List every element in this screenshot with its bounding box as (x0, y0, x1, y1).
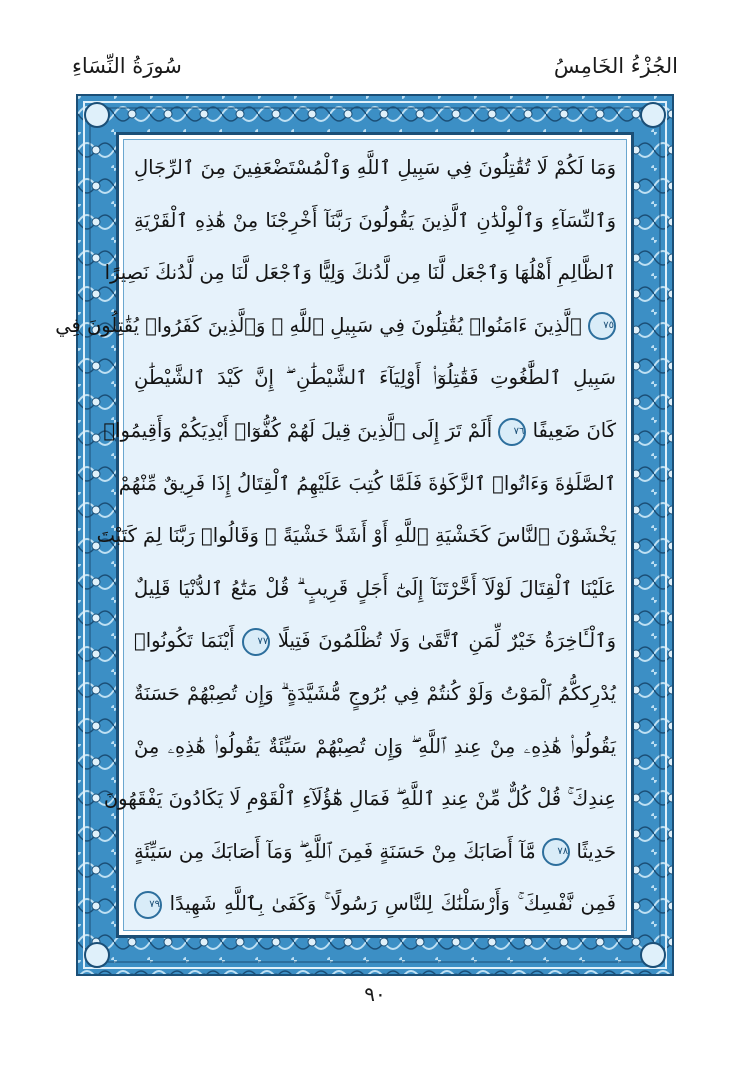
verse-text: عَلَيْنَا ٱلْقِتَالَ لَوْلَآ أَخَّرْتَنَآ إِلَىٰٓ أَجَلٍ قَرِيبٍ ۗ قُلْ مَتَٰعُ ٱلدُّنْيَا قَلِيلٌ (134, 576, 616, 600)
page-header (72, 54, 678, 94)
quran-line (134, 619, 616, 663)
quran-line (118, 462, 616, 506)
quran-line (104, 251, 616, 295)
verse-text: ٱلصَّلَوٰةَ وَءَاتُوا۟ ٱلزَّكَوٰةَ فَلَمَّا كُتِبَ عَلَيْهِمُ ٱلْقِتَالُ إِذَا فَرِيقٌ مِّنْهُمْ (118, 471, 616, 495)
ayah-number-marker: ٧٦ (498, 418, 526, 446)
ayah-number-marker: ٧٩ (134, 891, 162, 919)
verse-text: فَمِن نَّفْسِكَ ۚ وَأَرْسَلْنَٰكَ لِلنَّاسِ رَسُولًا ۚ وَكَفَىٰ بِٱللَّهِ شَهِيدًا (169, 892, 616, 916)
quran-line (134, 199, 616, 243)
verse-text: كَانَ ضَعِيفًا (532, 419, 616, 442)
decorative-frame (55, 94, 674, 976)
quran-line (134, 672, 616, 716)
quran-line (134, 725, 616, 769)
verse-text: يَقُولُوا۟ هَٰذِهِۦ مِنْ عِندِ ٱللَّهِ ۖ وَإِن تُصِبْهُمْ سَيِّئَةٌ يَقُولُوا۟ هَٰذِهِۦ مِنْ (134, 734, 616, 758)
verse-text: حَدِيثًا (576, 839, 617, 863)
verse-text: ٱلظَّالِمِ أَهْلُهَا وَٱجْعَل لَّنَا مِن لَّدُنكَ وَلِيًّا وَٱجْعَل لَّنَا مِن لَّدُنكَ نَصِيرًا (104, 261, 616, 285)
verse-text: وَٱلنِّسَآءِ وَٱلْوِلْدَٰنِ ٱلَّذِينَ يَقُولُونَ رَبَّنَآ أَخْرِجْنَا مِنْ هَٰذِهِ ٱلْقَرْيَةِ (134, 208, 616, 232)
verse-text: عِندِكَ ۚ قُلْ كُلٌّ مِّنْ عِندِ ٱللَّهِ ۖ فَمَالِ هَٰٓؤُلَآءِ ٱلْقَوْمِ لَا يَكَادُونَ يَفْقَهُونَ (103, 787, 616, 811)
quran-line (55, 304, 616, 348)
juz-title: الجُزْءُ الخَامِسُ (553, 54, 678, 78)
ayah-number-marker: ٧٥ (588, 312, 616, 340)
surah-title: سُورَةُ النِّسَاءِ (72, 54, 182, 78)
quran-line (96, 514, 616, 558)
text-panel (55, 139, 627, 931)
verse-text: أَيْنَمَا تَكُونُوا۟ (134, 629, 235, 653)
verse-text: وَٱلْـَٔاخِرَةُ خَيْرٌ لِّمَنِ ٱتَّقَىٰ وَلَا تُظْلَمُونَ فَتِيلًا (277, 629, 616, 653)
inner-frame (55, 132, 634, 938)
verse-text: يُدْرِككُّمُ ٱلْمَوْتُ وَلَوْ كُنتُمْ فِي بُرُوجٍ مُّشَيَّدَةٍ ۗ وَإِن تُصِبْهُمْ حَسَنَةٌ (134, 682, 616, 705)
ayah-number-marker: ٧٧ (242, 628, 270, 656)
quran-line (134, 830, 616, 874)
quran-line (103, 409, 616, 453)
verse-text: وَمَا لَكُمْ لَا تُقَٰتِلُونَ فِي سَبِيلِ ٱللَّهِ وَٱلْمُسْتَضْعَفِينَ مِنَ ٱلرِّجَالِ (134, 156, 616, 179)
quran-line (134, 567, 616, 611)
quran-line (134, 146, 616, 190)
verse-text: ٱلَّذِينَ ءَامَنُوا۟ يُقَٰتِلُونَ فِي سَبِيلِ ٱللَّهِ ۖ وَٱلَّذِينَ كَفَرُوا۟ يُقَٰتِلُونَ فِي (55, 313, 582, 337)
quran-line (103, 777, 616, 821)
quran-line (134, 356, 616, 400)
verse-text: يَخْشَوْنَ ٱلنَّاسَ كَخَشْيَةِ ٱللَّهِ أَوْ أَشَدَّ خَشْيَةً ۚ وَقَالُوا۟ رَبَّنَا لِمَ كَتَبْتَ (96, 524, 616, 548)
verse-text: أَلَمْ تَرَ إِلَى ٱلَّذِينَ قِيلَ لَهُمْ كُفُّوٓا۟ أَيْدِيَكُمْ وَأَقِيمُوا۟ (103, 419, 493, 442)
quran-line (134, 882, 616, 926)
verse-text: مَّآ أَصَابَكَ مِنْ حَسَنَةٍ فَمِنَ ٱللَّهِ ۖ وَمَآ أَصَابَكَ مِن سَيِّئَةٍ (134, 839, 536, 863)
page-number: ٩٠ (364, 982, 386, 1006)
ayah-number-marker: ٧٨ (542, 838, 570, 866)
verse-text: سَبِيلِ ٱلطَّٰغُوتِ فَقَٰتِلُوٓا۟ أَوْلِيَآءَ ٱلشَّيْطَٰنِ ۖ إِنَّ كَيْدَ ٱلشَّيْطَٰنِ (134, 366, 616, 390)
